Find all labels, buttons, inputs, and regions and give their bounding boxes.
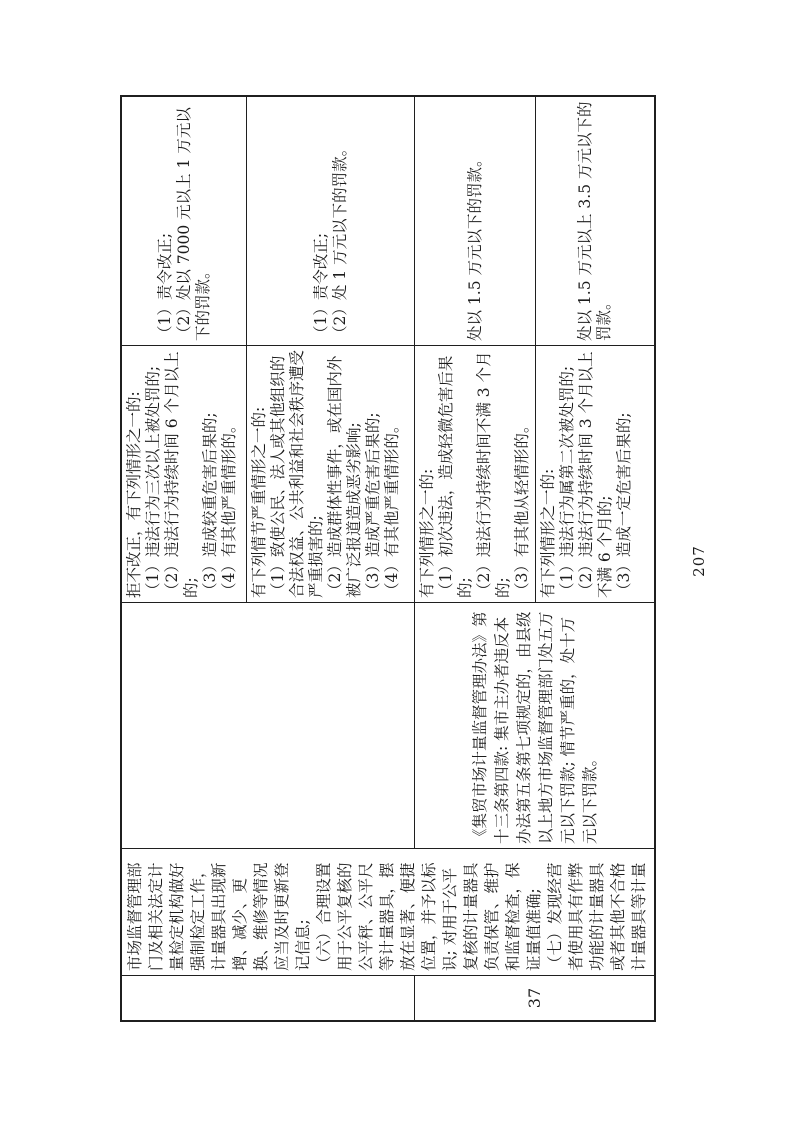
scenario-lead: 有下列情形之一的: (539, 468, 557, 598)
scenario-item: （2）违法行为持续时间不满 3 个月的; (475, 351, 512, 598)
scenario-item: （4）有其他严重情形的。 (383, 417, 401, 598)
scenario-item: （3）造成一定危害后果的; (615, 412, 633, 598)
cell-penalty-2 (247, 97, 415, 345)
cell-penalty-3 (415, 97, 536, 345)
scenario-item: （1）违法行为属第二次被处罚的; (558, 365, 576, 598)
penalty-line: 处以 1.5 万元以下的罚款。 (465, 151, 484, 341)
scenario-item: （3）造成严重危害后果的; (364, 412, 382, 598)
scenario-lead: 有下列情形之一的: (418, 468, 436, 598)
page-number: 207 (690, 545, 708, 577)
scenario-item: （4）有其他严重情形的。 (220, 417, 238, 598)
penalty-line: 处以 1.5 万元以上 3.5 万元以下的罚款。 (576, 101, 613, 341)
cell-scenario-3 (415, 345, 536, 602)
scenario-item: （2）违法行为持续时间 6 个月以上的; (163, 351, 200, 598)
penalty-line: （1）责令改正; (155, 232, 174, 341)
scenario-item: （3）有其他从轻情形的。 (513, 417, 531, 598)
scenario-item: （2）违法行为持续时间 3 个月以上不满 6 个月的; (577, 351, 614, 598)
scenario-lead: 有下列情节严重情形之一的: (250, 406, 268, 598)
penalty-discretion-table (120, 95, 656, 1022)
cell-legal-basis-continued (122, 602, 415, 848)
violation-paragraph: （七）发现经营者使用具有作弊功能的计量器具或者其他不合格计量器具等计量 (546, 862, 648, 971)
cell-scenario-2 (247, 345, 415, 602)
cell-legal-basis (415, 602, 654, 848)
cell-scenario-1 (122, 345, 247, 602)
cell-scenario-4 (536, 345, 654, 602)
scenario-item: （1）致使公民、法人或其他组织的合法权益、公共利益和社会秩序遭受严重损害的; (269, 349, 325, 598)
cell-violation (122, 848, 654, 975)
penalty-line: （2）处以 7000 元以上 1 万元以下的罚款。 (174, 107, 212, 341)
cell-row-number-continued (122, 975, 415, 1020)
scenario-item: （2）造成群体性事件，或在国内外被广泛报道造成恶劣影响; (326, 355, 363, 598)
scenario-item: （3）造成较重危害后果的; (201, 412, 219, 598)
legal-basis-text: 《集贸市场计量监督管理办法》第十三条第四款: 集市主办者违反本办法第五条第七项规定的，由县级以上地方市场监督管理部门处五万元以下罚款; 情节严重的，处十万元以下罚款。 (470, 611, 599, 844)
cell-penalty-1 (122, 97, 247, 345)
row-number: 37 (525, 987, 544, 1009)
penalty-line: （1）责令改正; (311, 232, 330, 341)
scenario-item: （1）违法行为三次以上被处罚的; (144, 365, 162, 598)
penalty-line: （2）处 1 万元以下的罚款。 (330, 140, 349, 341)
scenario-item: （1）初次违法，造成轻微危害后果的; (437, 355, 474, 598)
cell-row-number (415, 975, 654, 1020)
scenario-lead: 拒不改正，有下列情形之一的: (125, 391, 143, 598)
cell-penalty-4 (536, 97, 654, 345)
violation-paragraph: 市场监督管理部门及相关法定计量检定机构做好强制检定工作，计量器具出现新增、减少、更换、维修等情况应当及时更新登记信息; (126, 862, 312, 971)
violation-paragraph: （六）合理设置用于公平复核的公平秤、公平尺等计量器具，摆放在显著、便捷位置，并予以标识; 对用于公平复核的计量器具负责保管、维护和监督检查，保证量值准确; (315, 862, 543, 971)
